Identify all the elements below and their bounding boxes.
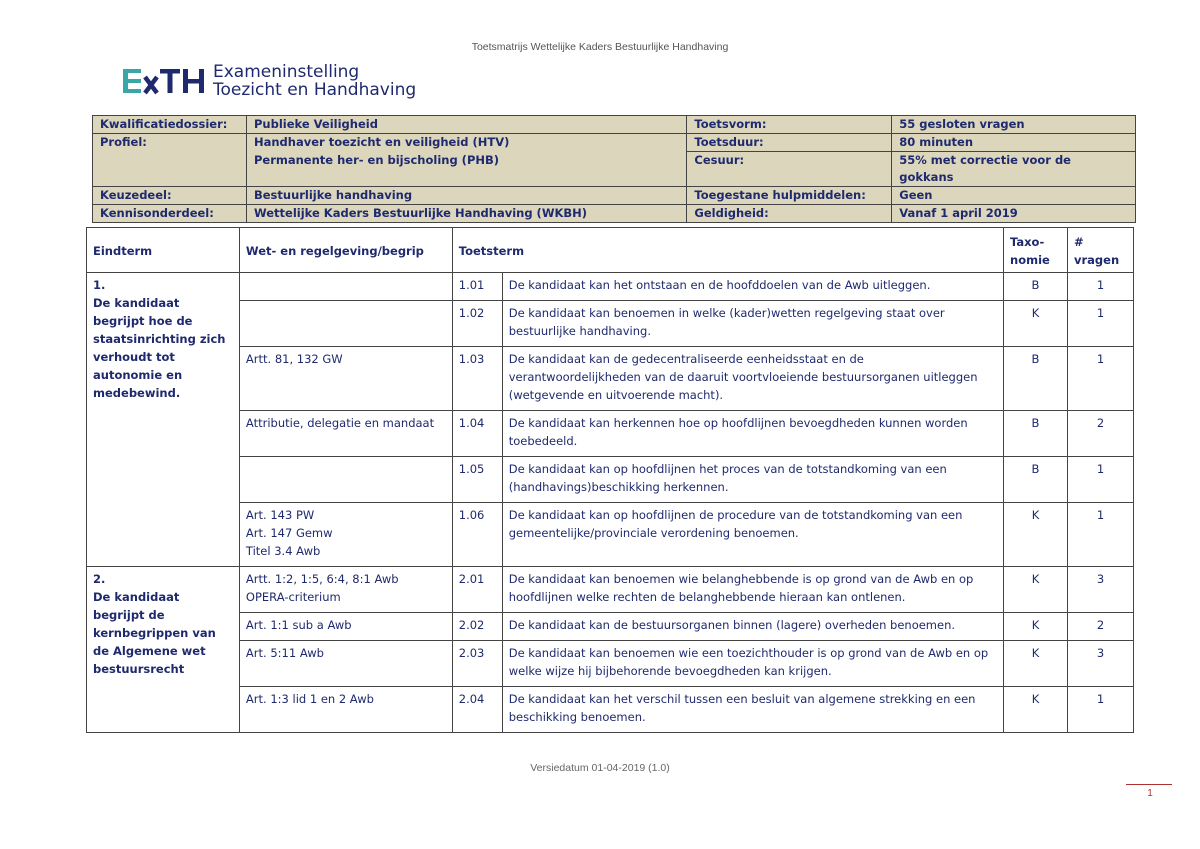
- aantal-vragen-cell: 1: [1067, 503, 1133, 567]
- taxonomie-cell: B: [1004, 273, 1068, 301]
- aantal-vragen-cell: 2: [1067, 613, 1133, 641]
- table-row: [87, 411, 1134, 457]
- logo-line-2: Toezicht en Handhaving: [213, 80, 417, 100]
- toetsmatrijs-table: [86, 227, 1134, 733]
- kennisonderdeel-value: Wettelijke Kaders Bestuurlijke Handhaving (WKBH): [246, 205, 686, 223]
- wet-regelgeving-cell: Art. 5:11 Awb: [239, 641, 452, 687]
- logo-text: [213, 63, 416, 99]
- wet-regelgeving-cell: [239, 457, 452, 503]
- exth-logo-mark: [123, 65, 207, 97]
- aantal-vragen-cell: 2: [1067, 411, 1133, 457]
- aantal-vragen-cell: 3: [1067, 567, 1133, 613]
- toetsterm-text-cell: De kandidaat kan het ontstaan en de hoofddoelen van de Awb uitleggen.: [502, 273, 1003, 301]
- toetsterm-code-cell: 2.04: [452, 687, 502, 733]
- profiel-label-spacer: [93, 152, 247, 187]
- wet-regelgeving-cell: Art. 1:3 lid 1 en 2 Awb: [239, 687, 452, 733]
- document-header-title: Toetsmatrijs Wettelijke Kaders Bestuurlijke Handhaving: [471, 41, 729, 53]
- page-number-rule: [1126, 784, 1172, 785]
- taxonomie-cell: K: [1004, 567, 1068, 613]
- toetsduur-label: Toetsduur:: [687, 134, 892, 152]
- toetsvorm-value: 55 gesloten vragen: [892, 116, 1136, 134]
- header-taxonomie: Taxo- nomie: [1004, 228, 1068, 273]
- taxonomie-cell: B: [1004, 457, 1068, 503]
- eindterm-cell: 2. De kandidaat begrijpt de kernbegrippen van de Algemene wet bestuursrecht: [87, 567, 240, 733]
- toetsterm-code-cell: 1.04: [452, 411, 502, 457]
- toetsterm-text-cell: De kandidaat kan benoemen wie belanghebbende is op grond van de Awb en op hoofdlijnen welke rechten de belanghebbende hieraan kan ontlenen.: [502, 567, 1003, 613]
- table-row: [87, 687, 1134, 733]
- header-aantal-vragen: # vragen: [1067, 228, 1133, 273]
- wet-regelgeving-cell: [239, 301, 452, 347]
- toetsterm-code-cell: 2.02: [452, 613, 502, 641]
- table-row: [87, 347, 1134, 411]
- aantal-vragen-cell: 1: [1067, 687, 1133, 733]
- toetsterm-text-cell: De kandidaat kan herkennen hoe op hoofdlijnen bevoegdheden kunnen worden toebedeeld.: [502, 411, 1003, 457]
- table-row: [87, 273, 1134, 301]
- toetsterm-code-cell: 1.01: [452, 273, 502, 301]
- toetsterm-code-cell: 1.02: [452, 301, 502, 347]
- wet-regelgeving-cell: Art. 143 PW Art. 147 Gemw Titel 3.4 Awb: [239, 503, 452, 567]
- header-toetsterm: Toetsterm: [452, 228, 1003, 273]
- table-row: [87, 641, 1134, 687]
- aantal-vragen-cell: 1: [1067, 301, 1133, 347]
- wet-regelgeving-cell: Artt. 1:2, 1:5, 6:4, 8:1 Awb OPERA-criterium: [239, 567, 452, 613]
- wet-regelgeving-cell: Artt. 81, 132 GW: [239, 347, 452, 411]
- toetsduur-value: 80 minuten: [892, 134, 1136, 152]
- kennisonderdeel-label: Kennisonderdeel:: [93, 205, 247, 223]
- table-row: [87, 457, 1134, 503]
- aantal-vragen-cell: 1: [1067, 347, 1133, 411]
- eindterm-cell: 1. De kandidaat begrijpt hoe de staatsinrichting zich verhoudt tot autonomie en medebewind.: [87, 273, 240, 567]
- toetsterm-text-cell: De kandidaat kan benoemen in welke (kader)wetten regelgeving staat over bestuurlijke handhaving.: [502, 301, 1003, 347]
- wet-regelgeving-cell: Art. 1:1 sub a Awb: [239, 613, 452, 641]
- table-row: [87, 613, 1134, 641]
- hulpmiddelen-value: Geen: [892, 187, 1136, 205]
- table-row: [87, 567, 1134, 613]
- toetsvorm-label: Toetsvorm:: [687, 116, 892, 134]
- taxonomie-cell: K: [1004, 503, 1068, 567]
- keuzedeel-label: Keuzedeel:: [93, 187, 247, 205]
- table-row: [87, 503, 1134, 567]
- header-eindterm: Eindterm: [87, 228, 240, 273]
- profiel-value-2: Permanente her- en bijscholing (PHB): [246, 152, 686, 187]
- keuzedeel-value: Bestuurlijke handhaving: [246, 187, 686, 205]
- profiel-label: Profiel:: [93, 134, 247, 152]
- taxonomie-cell: B: [1004, 411, 1068, 457]
- profiel-value-1: Handhaver toezicht en veiligheid (HTV): [246, 134, 686, 152]
- toetsterm-code-cell: 2.01: [452, 567, 502, 613]
- page-number: 1: [1147, 788, 1153, 799]
- toetsterm-text-cell: De kandidaat kan benoemen wie een toezichthouder is op grond van de Awb en op welke wijze hij bijbehorende bevoegdheden kan krijgen.: [502, 641, 1003, 687]
- toetsterm-text-cell: De kandidaat kan op hoofdlijnen de procedure van de totstandkoming van een gemeentelijke/provinciale verordening benoemen.: [502, 503, 1003, 567]
- wet-regelgeving-cell: [239, 273, 452, 301]
- geldigheid-value: Vanaf 1 april 2019: [892, 205, 1136, 223]
- toetsterm-text-cell: De kandidaat kan de bestuursorganen binnen (lagere) overheden benoemen.: [502, 613, 1003, 641]
- aantal-vragen-cell: 1: [1067, 457, 1133, 503]
- table-row: [87, 301, 1134, 347]
- taxonomie-cell: K: [1004, 687, 1068, 733]
- taxonomie-cell: K: [1004, 613, 1068, 641]
- toetsterm-text-cell: De kandidaat kan het verschil tussen een besluit van algemene strekking en een beschikking benoemen.: [502, 687, 1003, 733]
- cesuur-value: 55% met correctie voor de gokkans: [892, 152, 1136, 187]
- info-table: [92, 115, 1136, 223]
- toetsterm-text-cell: De kandidaat kan op hoofdlijnen het proces van de totstandkoming van een (handhavings)beschikking herkennen.: [502, 457, 1003, 503]
- toetsterm-code-cell: 1.05: [452, 457, 502, 503]
- header-wet-regelgeving: Wet- en regelgeving/begrip: [239, 228, 452, 273]
- taxonomie-cell: K: [1004, 641, 1068, 687]
- taxonomie-cell: B: [1004, 347, 1068, 411]
- cesuur-label: Cesuur:: [687, 152, 892, 187]
- aantal-vragen-cell: 3: [1067, 641, 1133, 687]
- toetsterm-text-cell: De kandidaat kan de gedecentraliseerde eenheidsstaat en de verantwoordelijkheden van de daaruit voortvloeiende bestuursorganen uitleggen (wetgevende en uitvoerende macht).: [502, 347, 1003, 411]
- logo-line-1: Exameninstelling: [213, 62, 360, 82]
- aantal-vragen-cell: 1: [1067, 273, 1133, 301]
- kwalificatiedossier-value: Publieke Veiligheid: [246, 116, 686, 134]
- toetsterm-code-cell: 1.06: [452, 503, 502, 567]
- toetsterm-code-cell: 1.03: [452, 347, 502, 411]
- footer-version: Versiedatum 01-04-2019 (1.0): [530, 762, 670, 774]
- kwalificatiedossier-label: Kwalificatiedossier:: [93, 116, 247, 134]
- table-header-row: [87, 228, 1134, 273]
- toetsterm-code-cell: 2.03: [452, 641, 502, 687]
- exth-logo: [123, 62, 416, 100]
- wet-regelgeving-cell: Attributie, delegatie en mandaat: [239, 411, 452, 457]
- hulpmiddelen-label: Toegestane hulpmiddelen:: [687, 187, 892, 205]
- geldigheid-label: Geldigheid:: [687, 205, 892, 223]
- taxonomie-cell: K: [1004, 301, 1068, 347]
